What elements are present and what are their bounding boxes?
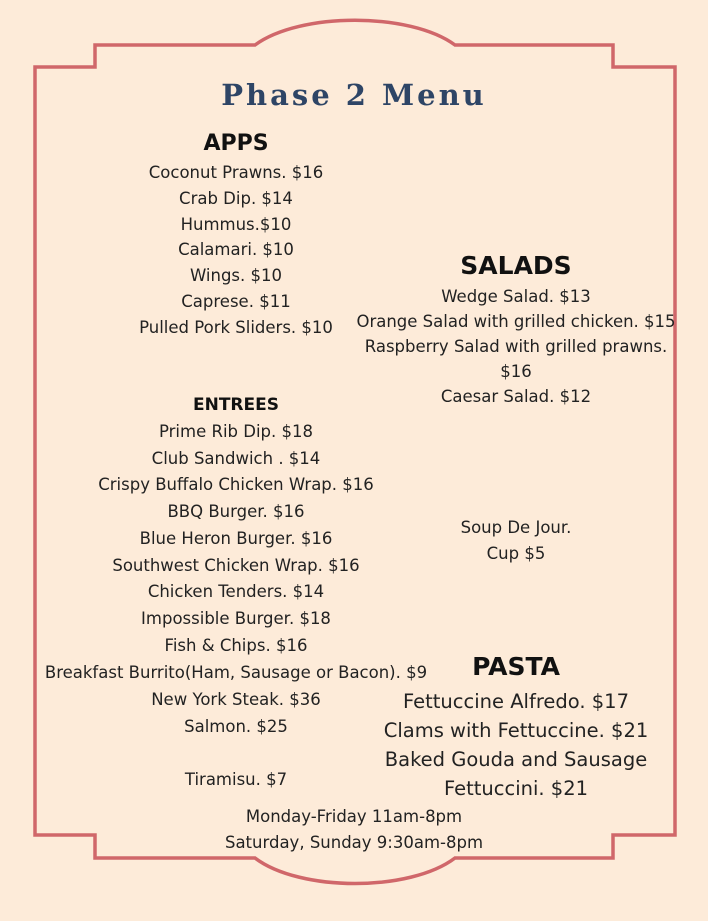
pasta-item: Fettuccini. $21 xyxy=(443,777,589,800)
salads-heading: SALADS xyxy=(460,251,572,280)
pasta-item: Clams with Fettuccine. $21 xyxy=(383,719,649,742)
entrees-heading: ENTREES xyxy=(193,395,279,415)
apps-item: Pulled Pork Sliders. $10 xyxy=(139,318,333,337)
pasta-heading: PASTA xyxy=(472,652,560,681)
entrees-item: Impossible Burger. $18 xyxy=(141,609,331,628)
menu-title: Phase 2 Menu xyxy=(221,78,487,112)
salads-item: Orange Salad with grilled chicken. $15 xyxy=(356,312,676,331)
apps-item: Calamari. $10 xyxy=(178,240,294,259)
entrees-item: Salmon. $25 xyxy=(184,717,288,736)
salads-item: Caesar Salad. $12 xyxy=(440,387,592,406)
apps-item: Wings. $10 xyxy=(189,266,283,285)
apps-item: Caprese. $11 xyxy=(181,292,291,311)
salads-item: $16 xyxy=(500,362,532,381)
entrees-item: Southwest Chicken Wrap. $16 xyxy=(112,556,360,575)
apps-item: Crab Dip. $14 xyxy=(179,189,293,208)
apps-heading: APPS xyxy=(203,131,269,156)
pasta-item: Baked Gouda and Sausage xyxy=(384,748,648,771)
hours-weekdays: Monday-Friday 11am-8pm xyxy=(245,807,463,826)
entrees-item: Prime Rib Dip. $18 xyxy=(158,422,313,441)
pasta-item: Fettuccine Alfredo. $17 xyxy=(402,690,629,713)
entrees-item: New York Steak. $36 xyxy=(151,690,321,709)
entrees-item: Breakfast Burrito(Ham, Sausage or Bacon). $9 xyxy=(44,663,428,682)
entrees-item: Club Sandwich . $14 xyxy=(151,449,321,468)
apps-item: Coconut Prawns. $16 xyxy=(148,163,324,182)
salads-item: Wedge Salad. $13 xyxy=(441,287,591,306)
hours-weekend: Saturday, Sunday 9:30am-8pm xyxy=(224,833,484,852)
entrees-item: Chicken Tenders. $14 xyxy=(147,582,325,601)
entrees-item: Crispy Buffalo Chicken Wrap. $16 xyxy=(98,475,374,494)
soup-title: Soup De Jour. xyxy=(460,518,572,537)
dessert-item: Tiramisu. $7 xyxy=(184,770,288,789)
entrees-item: Blue Heron Burger. $16 xyxy=(139,529,333,548)
soup-price: Cup $5 xyxy=(486,544,546,563)
apps-item: Hummus.$10 xyxy=(180,215,292,234)
entrees-item: BBQ Burger. $16 xyxy=(167,502,305,521)
salads-item: Raspberry Salad with grilled prawns. xyxy=(364,337,668,356)
entrees-item: Fish & Chips. $16 xyxy=(164,636,308,655)
